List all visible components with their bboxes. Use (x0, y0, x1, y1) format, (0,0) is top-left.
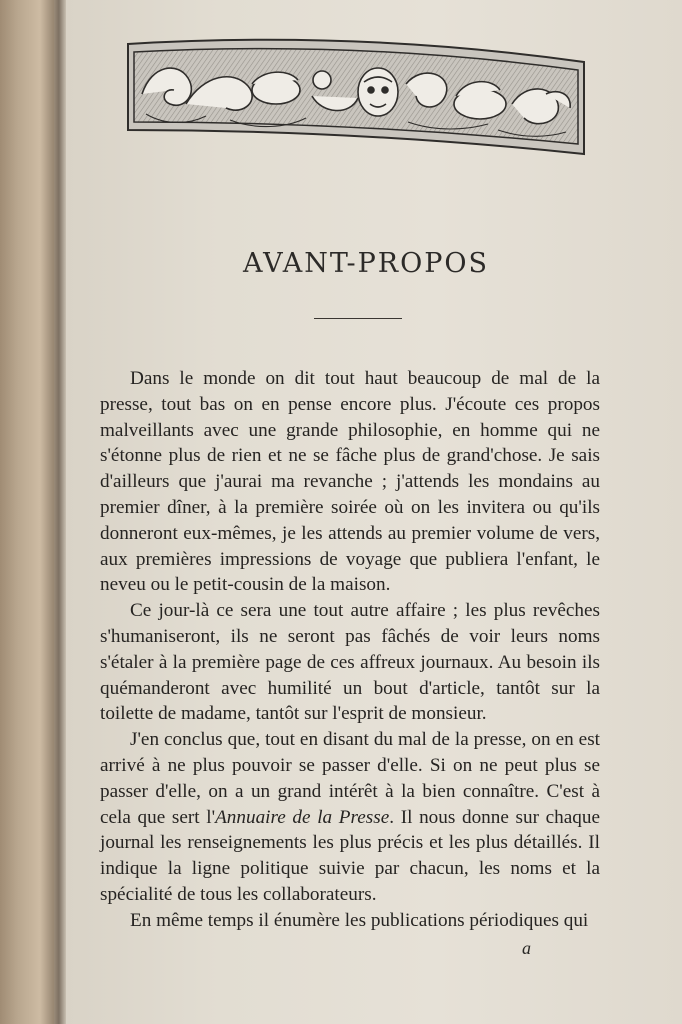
page-gutter (54, 0, 66, 1024)
paragraph-3-before: J'en conclus que, tout en disant du mal de la presse, on en est arrivé à ne plus pouvoir se passer d'elle. Si on ne peut plus se passer d'elle, on a un grand intérêt à la bien connaître. C'est à cela que sert l' (100, 729, 600, 828)
paragraph-3-after: . Il nous donne sur chaque journal les renseignements les plus précis et les plus détaillés. Il indique la ligne politique suivie par chacun, les noms et la spécialité de tous les collaborateurs. (100, 806, 600, 905)
ornamental-grotesque-banner-icon (126, 34, 586, 158)
paragraph-3 (100, 727, 600, 908)
body-text (100, 366, 600, 934)
annuaire-title: Annuaire de la Presse (215, 806, 390, 828)
book-page (66, 0, 682, 1024)
title-divider (314, 318, 402, 319)
paragraph-1: Dans le monde on dit tout haut beaucoup de mal de la presse, tout bas on en pense encore plus. J'écoute ces propos malveillants avec une grande philosophie, en homme qui ne s'étonne plus de rien et ne se fâche plus de grand'chose. Je sais d'ailleurs que j'aurai ma revanche ; j'attends les mondains au premier dîner, à la première soirée où on les invitera ou qu'ils donneront eux-mêmes, je les attends au premier volume de vers, aux premières impressions de voyage que publiera l'enfant, le neveu ou le petit-cousin de la maison. (100, 368, 600, 596)
paragraph-2: Ce jour-là ce sera une tout autre affaire ; les plus revêches s'humaniseront, ils ne seront pas fâchés de voir leurs noms s'étaler à la première page de ces affreux journaux. Au besoin ils quémanderont avec humilité un bout d'article, tantôt sur la toilette de madame, tantôt sur l'esprit de monsieur. (100, 600, 600, 725)
paragraph-4: En même temps il énumère les publications périodiques qui (130, 909, 589, 931)
signature-mark: a (522, 938, 531, 958)
page-title: AVANT-PROPOS (242, 248, 490, 279)
